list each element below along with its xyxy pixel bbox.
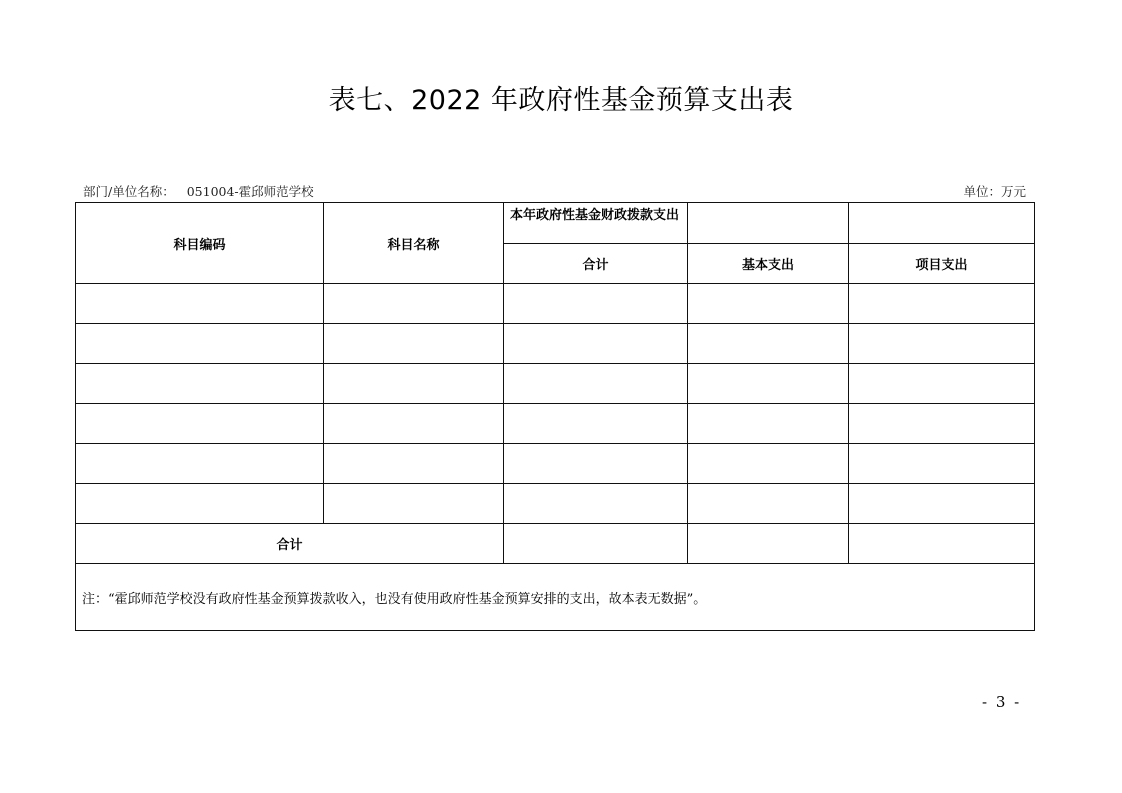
table-cell bbox=[688, 364, 849, 404]
table-cell bbox=[504, 284, 688, 324]
total-row-project bbox=[849, 524, 1035, 564]
table-cell bbox=[504, 364, 688, 404]
table-cell bbox=[76, 364, 324, 404]
table-cell bbox=[504, 484, 688, 524]
table-row bbox=[76, 324, 1035, 364]
table-cell bbox=[324, 364, 504, 404]
table-cell bbox=[849, 444, 1035, 484]
header-subject-name: 科目名称 bbox=[324, 203, 504, 284]
table-cell bbox=[688, 284, 849, 324]
department-info bbox=[83, 182, 314, 200]
table-cell bbox=[849, 284, 1035, 324]
table-cell bbox=[324, 404, 504, 444]
note-row bbox=[76, 564, 1035, 631]
page-title: 表七、2022 年政府性基金预算支出表 bbox=[328, 85, 794, 116]
page-number: - 3 - bbox=[982, 693, 1022, 711]
total-row-total bbox=[504, 524, 688, 564]
table-row bbox=[76, 404, 1035, 444]
department-value: 051004-霍邱师范学校 bbox=[186, 184, 314, 199]
table-cell bbox=[849, 484, 1035, 524]
header-blank-cell bbox=[849, 203, 1035, 244]
table-cell bbox=[688, 324, 849, 364]
table-row bbox=[76, 364, 1035, 404]
total-row-label: 合计 bbox=[76, 524, 504, 564]
table-cell bbox=[76, 444, 324, 484]
table-cell bbox=[324, 484, 504, 524]
table-cell bbox=[504, 404, 688, 444]
table-row bbox=[76, 284, 1035, 324]
table-note: 注：“霍邱师范学校没有政府性基金预算拨款收入，也没有使用政府性基金预算安排的支出，故本表无数据”。 bbox=[76, 564, 1035, 631]
table-cell bbox=[324, 444, 504, 484]
header-fund-group: 本年政府性基金财政拨款支出 bbox=[504, 203, 688, 244]
table-cell bbox=[849, 364, 1035, 404]
header-project-expense: 项目支出 bbox=[849, 244, 1035, 284]
total-row-basic bbox=[688, 524, 849, 564]
total-row bbox=[76, 524, 1035, 564]
table-cell bbox=[76, 324, 324, 364]
table-cell bbox=[849, 324, 1035, 364]
header-total: 合计 bbox=[504, 244, 688, 284]
table-cell bbox=[324, 324, 504, 364]
table-cell bbox=[504, 444, 688, 484]
table-cell bbox=[688, 484, 849, 524]
table-cell bbox=[324, 284, 504, 324]
header-blank-cell bbox=[688, 203, 849, 244]
header-subject-code: 科目编码 bbox=[76, 203, 324, 284]
table-cell bbox=[849, 404, 1035, 444]
table-cell bbox=[76, 284, 324, 324]
table-cell bbox=[504, 324, 688, 364]
header-row-1 bbox=[76, 203, 1035, 244]
table-row bbox=[76, 484, 1035, 524]
header-basic-expense: 基本支出 bbox=[688, 244, 849, 284]
table-cell bbox=[76, 484, 324, 524]
table-row bbox=[76, 444, 1035, 484]
department-label: 部门/单位名称： bbox=[83, 184, 175, 199]
table-cell bbox=[688, 404, 849, 444]
table-cell bbox=[76, 404, 324, 444]
unit-label: 单位：万元 bbox=[963, 184, 1026, 199]
budget-table bbox=[75, 202, 1035, 631]
table-cell bbox=[688, 444, 849, 484]
